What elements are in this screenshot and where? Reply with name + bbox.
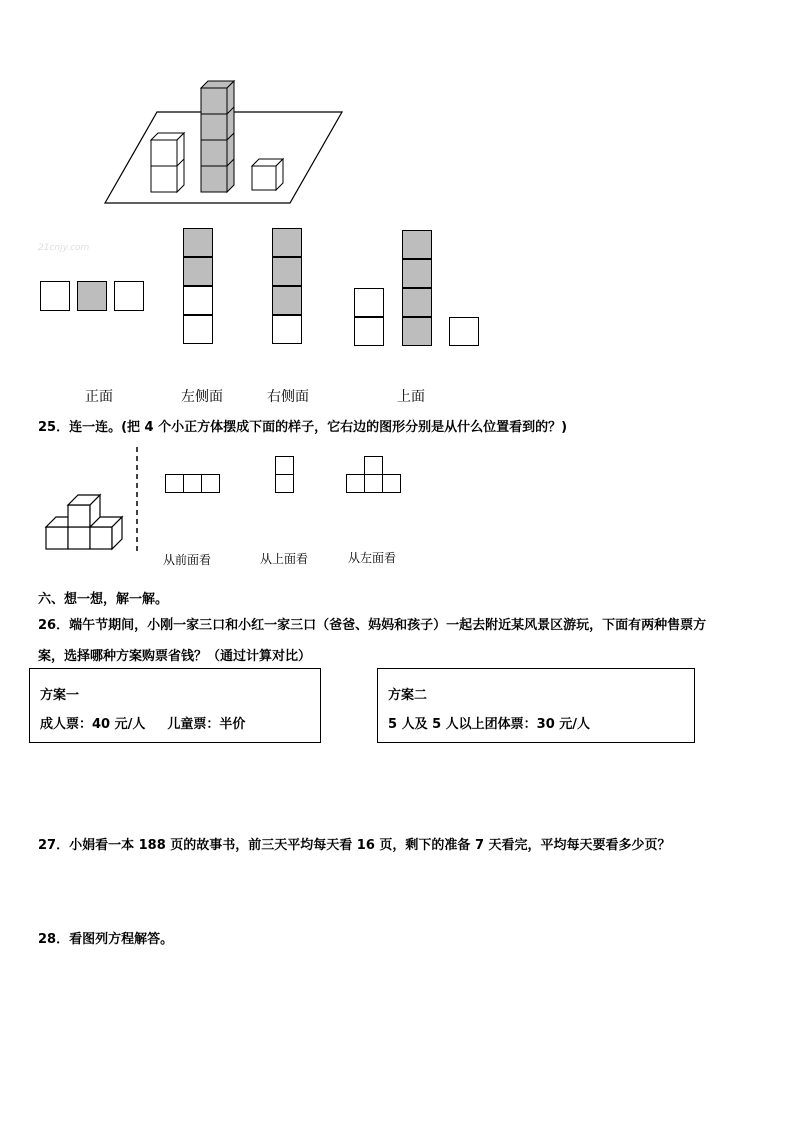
q26-line1: 26．端午节期间，小刚一家三口和小红一家三口（爸爸、妈妈和孩子）一起去附近某风景区游玩，下面有两种售票方 — [38, 618, 707, 633]
plan1-box — [29, 668, 321, 743]
top-view-figure — [354, 230, 480, 347]
front-view-figure — [40, 281, 145, 311]
plan2-title: 方案二 — [388, 688, 428, 703]
cube-stack-3d-figure — [100, 80, 350, 210]
plan1-title: 方案一 — [40, 688, 80, 703]
q25-label-left: 从左面看 — [348, 551, 397, 565]
plan1-detail: 成人票：40 元/人 儿童票：半价 — [40, 717, 246, 732]
q25-cube-figure — [40, 445, 140, 555]
left-view-figure — [183, 228, 213, 345]
label-front: 正面 — [85, 389, 113, 405]
label-right: 右侧面 — [267, 389, 309, 405]
q27-text: 27．小娟看一本 188 页的故事书，前三天平均每天看 16 页，剩下的准备 7 天看完，平均每天要看多少页？ — [38, 838, 671, 853]
section6-title: 六、想一想，解一解。 — [38, 592, 169, 607]
q28-text: 28．看图列方程解答。 — [38, 932, 174, 947]
label-left: 左侧面 — [181, 389, 223, 405]
q26-line2: 案，选择哪种方案购票省钱？（通过计算对比） — [38, 649, 312, 664]
q25-text: 25．连一连。(把 4 个小正方体摆成下面的样子，它右边的图形分别是从什么位置看到的？) — [38, 420, 568, 435]
label-top: 上面 — [397, 389, 425, 405]
right-view-figure — [272, 228, 302, 345]
watermark: 21cnjy.com — [38, 243, 90, 253]
plan2-detail: 5 人及 5 人以上团体票：30 元/人 — [388, 717, 591, 732]
q25-label-top: 从上面看 — [260, 552, 309, 566]
plan2-box — [377, 668, 695, 743]
q25-label-front: 从前面看 — [163, 553, 212, 567]
